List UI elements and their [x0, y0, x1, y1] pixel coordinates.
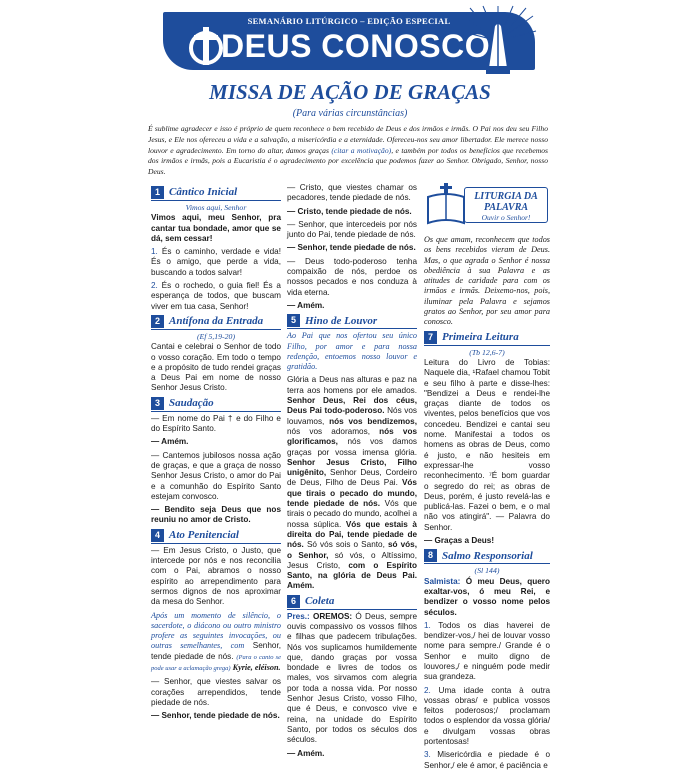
- penitential-text: — Deus todo-poderoso tenha compaixão de nós, perdoe os nossos pecados e nos conduza à vida eterna.: [287, 256, 417, 297]
- penitential-text: — Cristo, que viestes chamar os pecadores, tende piedade de nós.: [287, 183, 417, 203]
- liturgy-subtitle: Ouvir o Senhor!: [481, 213, 531, 222]
- section-title: Ato Penitencial: [169, 529, 239, 542]
- gloria-part: nós vos bendizemos,: [329, 416, 417, 426]
- section-number: 6: [287, 595, 300, 608]
- liturgy-intro: Os que amam, reconhecem que todos os bens recebidos vieram de Deus. Mas, o que agrada o Senhor é nossa obediência à sua Palavra e as atitudes de caridade para com os irmãos e irmãs. Deixemo-nos, pois, iluminar pela Palavra e sejamos gratos ao Senhor, por seu amor para conosco.: [424, 235, 550, 327]
- gloria-part: Nós vos louvamos,: [287, 406, 417, 426]
- section-header-1: [151, 186, 281, 199]
- oremos: OREMOS:: [309, 611, 353, 621]
- psalm-refrain: [424, 577, 550, 618]
- section-number: 8: [424, 549, 437, 562]
- greeting-priest: — Cantemos jubilosos nossa ação de graças, e que a graça de nosso Senhor Jesus Cristo, o amor do Pai e a comunhão do Espírito Santo estejam convosco.: [151, 450, 281, 501]
- section-header-3: [151, 397, 281, 410]
- masthead-subtitle: SEMANÁRIO LITÚRGICO – EDIÇÃO ESPECIAL: [247, 16, 451, 26]
- section-header-5: [287, 314, 417, 327]
- section-header-7: [424, 331, 550, 344]
- penitential-text: — Senhor, que viestes salvar os corações arrependidos, tende piedade de nós.: [151, 677, 281, 707]
- column-3: [424, 183, 550, 774]
- intro-highlight: (citar a motivação): [331, 145, 392, 155]
- section-title: Cântico Inicial: [169, 186, 238, 199]
- divider: [287, 609, 417, 610]
- psalm-verse: [424, 750, 550, 771]
- collect-text: [287, 612, 417, 746]
- section-number: 1: [151, 186, 164, 199]
- verse-text: Uma idade conta à outra vossas obras/ e publica vossos feitos poderosos;/ proclamam todos o esplendor da vossa glória/ e divulgam vossas obras portentosas!: [424, 685, 550, 747]
- gloria-part: Senhor Deus, Rei dos céus, Deus Pai todo-poderoso.: [287, 396, 417, 416]
- psalm-verse: [424, 621, 550, 683]
- verse: [151, 247, 281, 278]
- divider: [151, 411, 281, 412]
- section-title: Hino de Louvor: [305, 314, 378, 327]
- psalm-verse: [424, 686, 550, 748]
- gloria-part: nós vos adoramos,: [287, 426, 380, 436]
- page-title: MISSA DE AÇÃO DE GRAÇAS: [209, 80, 491, 104]
- collect-response: — Amém.: [287, 748, 325, 758]
- invocation: Senhor, tende piedade de nós.: [151, 641, 282, 661]
- section-number: 2: [151, 315, 164, 328]
- bible-icon: [426, 183, 466, 227]
- gloria-part: Glória a Deus nas alturas e paz na terra aos homens por ele amados.: [287, 375, 417, 395]
- penitential-response: — Senhor, tende piedade de nós.: [287, 243, 416, 253]
- verse: [151, 281, 281, 312]
- divider: [151, 200, 281, 201]
- section-title: Coleta: [305, 595, 335, 608]
- section-header-2: [151, 315, 281, 328]
- section-header-6: [287, 595, 417, 608]
- kyrie: Kyrie, eléison.: [230, 662, 281, 672]
- intro-paragraph: [148, 124, 548, 178]
- section-ref: (Sl 144): [474, 566, 500, 576]
- section-title: Antífona da Entrada: [169, 315, 264, 328]
- section-title: Salmo Responsorial: [442, 549, 533, 562]
- verse-number: 1.: [424, 620, 431, 630]
- praying-hands-icon: [458, 6, 538, 76]
- column-2: [287, 183, 417, 762]
- hymn-intro: Ao Pai que nos ofertou seu único Filho, por amor e para nossa redenção, entoemos nosso louvor e gratidão.: [287, 331, 417, 372]
- section-header-4: [151, 529, 281, 542]
- verse-number: 2.: [151, 281, 158, 291]
- penitential-response: — Senhor, tende piedade de nós.: [151, 711, 280, 721]
- reading-response: — Graças a Deus!: [424, 536, 495, 546]
- divider: [151, 543, 281, 544]
- section-header-8: [424, 549, 550, 562]
- verse-text: Todos os dias haverei de bendizer-vos,/ hei de louvar vosso nome para sempre./ Grande é o Senhor e muito digno de louvores,/ e ninguém pode medir sua grandeza.: [424, 620, 550, 682]
- refrain: Vimos aqui, meu Senhor, pra cantar tua bondade, amor que se dá, sem cessar!: [151, 213, 281, 243]
- divider: [287, 328, 417, 329]
- divider: [151, 329, 281, 330]
- penitential-text: — Em Jesus Cristo, o Justo, que intercede por nós e nos reconcilia com o Pai, abramos o nosso espírito ao arrependimento para sermos dignos de nos aproximar da mesa do Senhor.: [151, 545, 281, 607]
- gloria-part: Vós que tirais o pecado do mundo, tende piedade de nós.: [287, 478, 417, 509]
- section-number: 7: [424, 331, 437, 344]
- rubric-note: (Para o canto se pode usar a aclamação grega): [151, 653, 281, 672]
- verse-number: 2.: [424, 685, 431, 695]
- presider-label: Pres.:: [287, 611, 310, 621]
- gloria-part: Só vós sois o Santo,: [303, 540, 388, 550]
- greeting-response: — Bendito seja Deus que nos reuniu no amor de Cristo.: [151, 505, 281, 525]
- verse-text: Misericórdia e piedade é o Senhor,/ ele é amor, é paciência e: [424, 750, 550, 770]
- section-number: 5: [287, 314, 300, 327]
- gloria-part: com o Espírito Santo, na glória de Deus Pai. Amém.: [287, 560, 417, 591]
- intro-text-2: , e também por todos os benefícios que recebemos dos irmãos e irmãs, pois a Eucaristia é o agradecimento por excelência que podemos fazer ao Senhor. Obrigado, Senhor, nosso Deus.: [148, 145, 548, 177]
- intro-text-1: É sublime agradecer e isso é próprio de quem reconhece o bem recebido de Deus e dos irmãos e irmãs. O Pai nos deu seu Filho Jesus, e Ele nos ofereceu a vida e a salvação, a misericórdia e a eternidade. Ofereceu-nos seu amor libertador. Ele merece nosso louvor e agradecimento. Em torno do altar, damos graças: [148, 124, 548, 155]
- gloria-part: Senhor Deus, Cordeiro de Deus, Filho de Deus Pai.: [287, 468, 417, 488]
- verse-text: És o caminho, verdade e vida! És o amigo, que perde a vida, buscando a todos salvar!: [151, 247, 281, 277]
- gloria-part: Senhor Jesus Cristo, Filho unigênito,: [287, 457, 417, 478]
- rubric-text: Após um momento de silêncio, o sacerdote, o diácono ou outro ministro profere as seguintes invocações, ou outras semelhantes, com: [151, 610, 281, 651]
- section-ref: (Ef 5,19-20): [196, 331, 236, 341]
- verse-number: 3.: [424, 750, 431, 760]
- psalmist-label: Salmista:: [424, 576, 461, 586]
- gloria-part: só vós, o Senhor,: [287, 540, 417, 560]
- page-subtitle: (Para várias circunstâncias): [292, 108, 408, 119]
- refrain-text: Ó meu Deus, quero exaltar-vos, ó meu Rei, e bendizer o vosso nome pelos séculos.: [424, 576, 550, 617]
- verse-number: 1.: [151, 247, 158, 257]
- liturgy-of-word-header: [424, 183, 550, 231]
- collect-body: Ó Deus, sempre ouvis compassivo os vossos filhos e filhas que padecem tribulações. Nós vos suplicamos humildemente que, dando graças por vossa bondade e livres de todos os males, vos sirvamos com alegria por toda a nossa vida. Por nosso Senhor Jesus Cristo, vosso Filho, que é Deus, e convosco vive e reina, na unidade do Espírito Santo, por todos os séculos dos séculos.: [287, 611, 417, 745]
- divider: [424, 345, 550, 346]
- gloria-part: só vós, o Altíssimo, Jesus Cristo,: [287, 550, 417, 570]
- liturgy-title: LITURGIA DA PALAVRA: [474, 191, 538, 213]
- reading-text: Leitura do Livro de Tobias: Naquele dia, ¹Rafael chamou Tobit e seu filho à parte e disse-lhes: "Bendizei a Deus e rendei-lhe graças diante de todos os viventes, pelos benefícios que vos concedeu. Bendizei e cantai seu nome. Manifestai a todos os homens as obras de Deus, como é justo, e não hesiteis em expressar-lhe vosso reconhecimento. ⁷É bom guardar o segredo do rei; as obras de Deus, porém, é justo revelá-las e publicá-las. Fazei o bem, e o mal não vos atingirá". — Palavra do Senhor.: [424, 357, 550, 532]
- column-1: [151, 183, 281, 724]
- verse-text: És o rochedo, o guia fiel! És a esperança de todos, que buscam viver em tua casa, Senhor!: [151, 281, 281, 311]
- gloria-part: Vós que tirais o pecado do mundo, acolhei a nossa súplica.: [287, 499, 417, 529]
- gloria-text: [287, 375, 417, 591]
- penitential-response: — Cristo, tende piedade de nós.: [287, 206, 412, 216]
- masthead-title: DEUS CONOSCO: [221, 28, 491, 64]
- penitential-text: — Senhor, que intercedeis por nós junto do Pai, tende piedade de nós.: [287, 219, 417, 240]
- liturgy-label-box: [464, 187, 548, 223]
- section-ref: Vimos aqui, Senhor: [185, 203, 247, 212]
- section-ref: (Tb 12,6-7): [469, 347, 505, 357]
- divider: [424, 563, 550, 564]
- cross-logo-icon: [187, 27, 225, 65]
- penitential-response: — Amém.: [287, 300, 325, 310]
- gloria-part: nós vos glorificamos,: [287, 426, 417, 447]
- penitential-rubric: [151, 611, 281, 675]
- antiphon-text: Cantai e celebrai o Senhor de todo o vosso coração. Em todo o tempo e a propósito de tudo rendei graças a Deus Pai em nome de nosso Senhor Jesus Cristo.: [151, 342, 281, 393]
- greeting-priest: — Em nome do Pai † e do Filho e do Espírito Santo.: [151, 413, 281, 434]
- section-number: 3: [151, 397, 164, 410]
- section-title: Saudação: [169, 397, 214, 410]
- gloria-part: Vós que estais à direita do Pai, tende piedade de nós.: [287, 519, 417, 550]
- section-number: 4: [151, 529, 164, 542]
- greeting-response: — Amém.: [151, 437, 189, 447]
- gloria-part: nós vos damos graças por vossa imensa glória.: [287, 437, 417, 457]
- section-title: Primeira Leitura: [442, 331, 519, 344]
